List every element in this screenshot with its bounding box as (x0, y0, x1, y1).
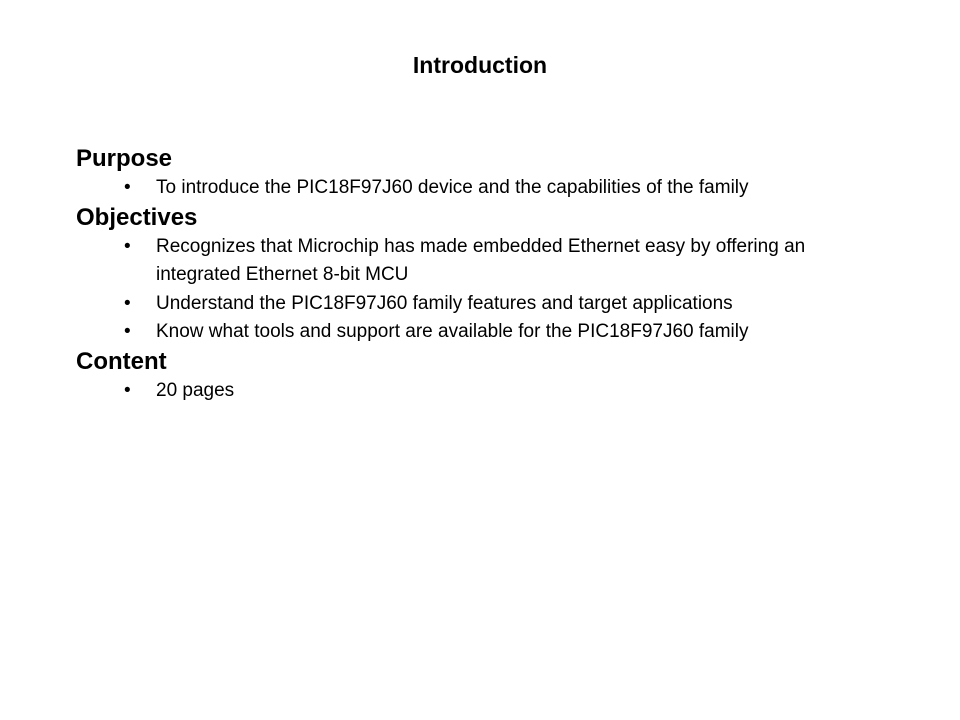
bullet-list-objectives (76, 233, 896, 347)
bullet-icon: • (124, 235, 131, 257)
bullet-text: Know what tools and support are available for the PIC18F97J60 family (156, 321, 749, 342)
bullet-text: 20 pages (156, 379, 235, 401)
bullet-text: To introduce the PIC18F97J60 device and the capabilities of the family (156, 177, 749, 198)
bullet-icon: • (124, 292, 131, 314)
bullet-list-purpose (76, 174, 896, 203)
bullet-text: Understand the PIC18F97J60 family features and target applications (156, 292, 733, 314)
slide-content (76, 144, 896, 405)
section-objectives (76, 203, 896, 347)
bullet-item (76, 233, 891, 290)
bullet-icon: • (124, 321, 131, 342)
bullet-item (76, 290, 891, 319)
section-heading-content: Content (76, 347, 167, 375)
bullet-icon: • (124, 379, 131, 401)
bullet-item (76, 318, 891, 347)
section-heading-objectives: Objectives (76, 203, 198, 231)
bullet-item (76, 377, 891, 406)
bullet-icon: • (124, 177, 131, 198)
bullet-item (76, 174, 891, 203)
bullet-text: Recognizes that Microchip has made embedded Ethernet easy by offering an integrated Ethernet 8-bit MCU (156, 235, 806, 285)
slide-title: Introduction (412, 52, 548, 78)
section-heading-purpose: Purpose (76, 145, 173, 172)
section-purpose (76, 144, 896, 203)
bullet-list-content (76, 377, 896, 406)
section-content (76, 347, 896, 406)
